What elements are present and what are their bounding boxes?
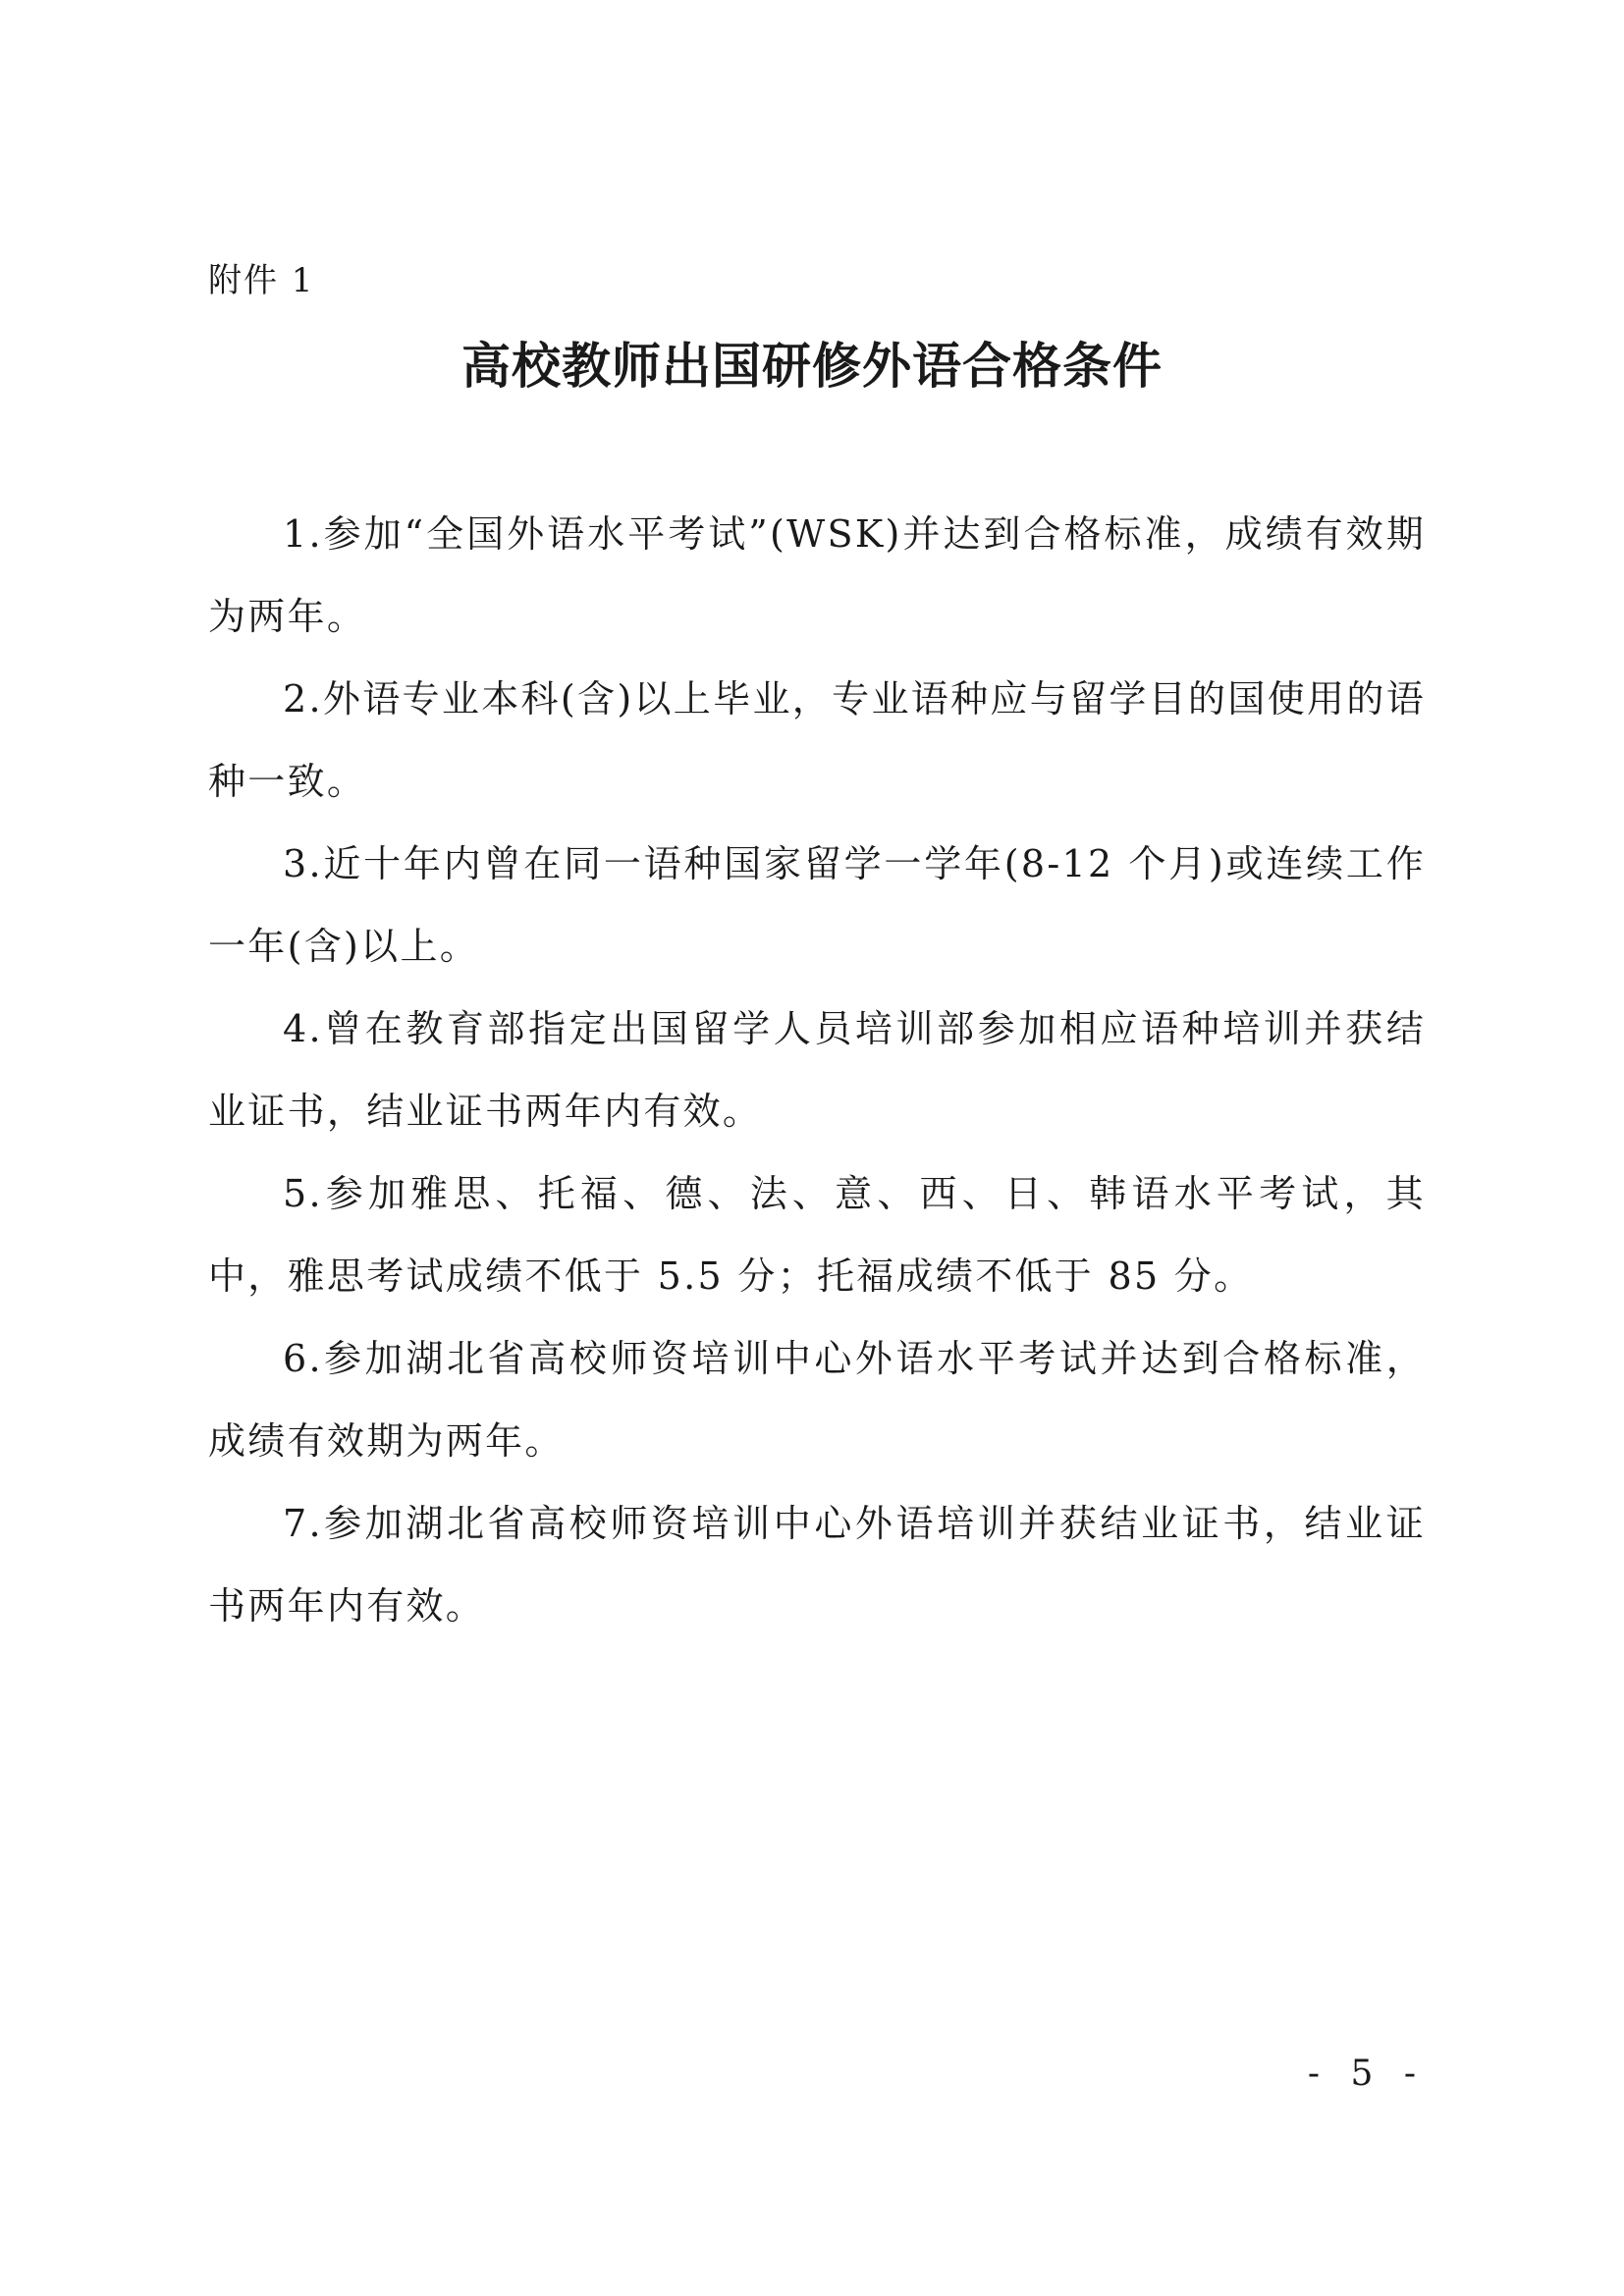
condition-item-2: 2.外语专业本科(含)以上毕业，专业语种应与留学目的国使用的语种一致。 (208, 677, 1426, 803)
attachment-label: 附件 1 (208, 261, 315, 300)
condition-item-7: 7.参加湖北省高校师资培训中心外语培训并获结业证书，结业证书两年内有效。 (208, 1502, 1426, 1628)
condition-item-1: 1.参加“全国外语水平考试”(WSK)并达到合格标准，成绩有效期为两年。 (208, 512, 1426, 638)
condition-item-4: 4.曾在教育部指定出国留学人员培训部参加相应语种培训并获结业证书，结业证书两年内有效。 (208, 1007, 1426, 1133)
condition-item-6: 6.参加湖北省高校师资培训中心外语水平考试并达到合格标准，成绩有效期为两年。 (208, 1337, 1426, 1463)
condition-item-3: 3.近十年内曾在同一语种国家留学一学年(8-12 个月)或连续工作一年(含)以上。 (208, 842, 1426, 968)
page-number: - 5 - (1307, 2054, 1426, 2094)
page-title: 高校教师出国研修外语合格条件 (461, 337, 1163, 395)
document-body (208, 493, 1426, 1647)
condition-item-5: 5.参加雅思、托福、德、法、意、西、日、韩语水平考试，其中，雅思考试成绩不低于 5.5 分；托福成绩不低于 85 分。 (208, 1172, 1426, 1298)
